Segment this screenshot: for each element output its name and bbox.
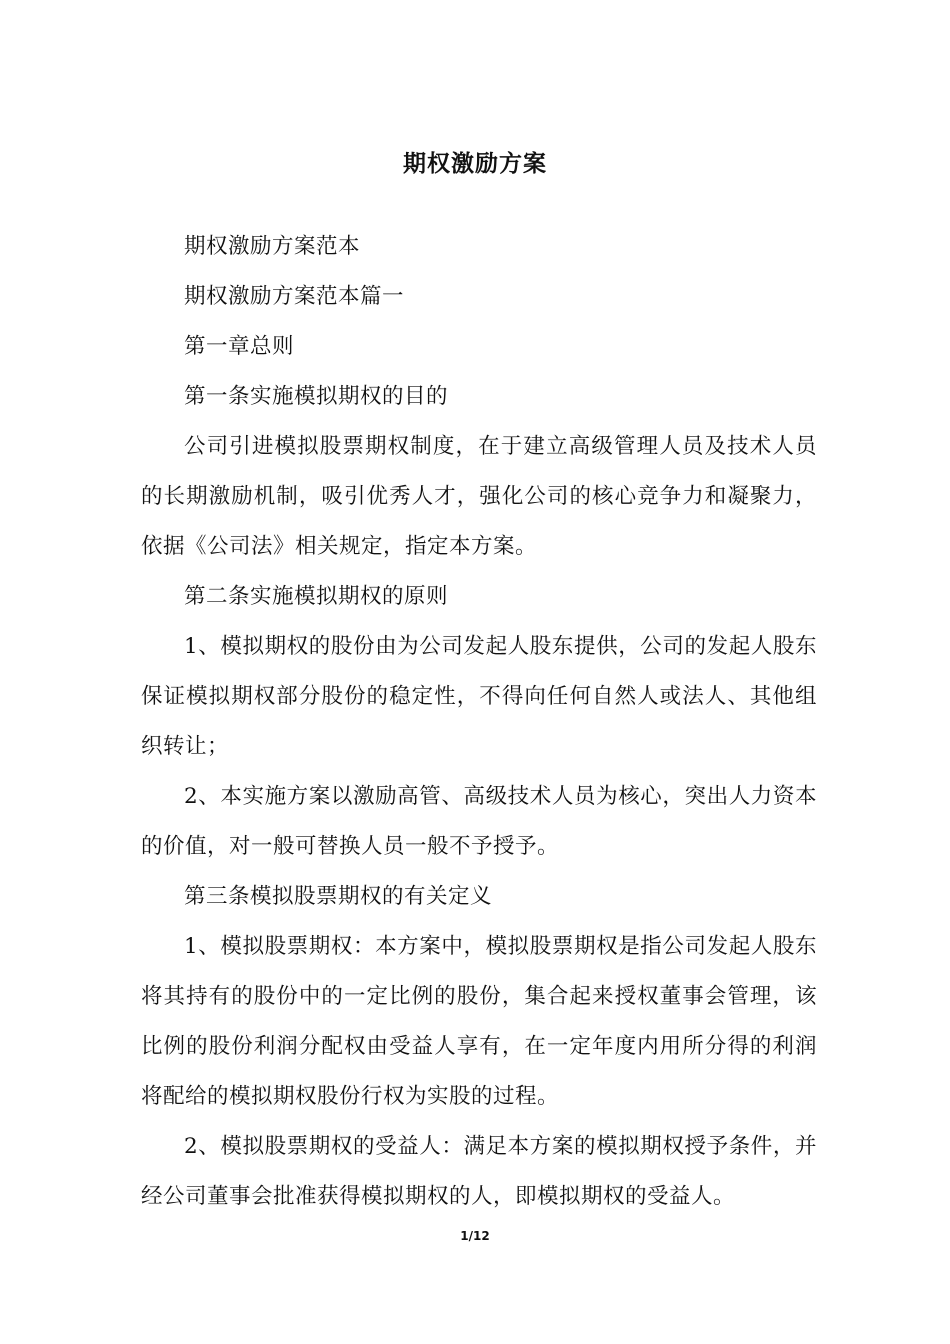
paragraph: 期权激励方案范本篇一 bbox=[184, 284, 405, 309]
document-title: 期权激励方案 bbox=[403, 151, 547, 177]
paragraph: 第一条实施模拟期权的目的 bbox=[184, 384, 449, 409]
paragraph: 1、模拟期权的股份由为公司发起人股东提供，公司的发起人股东保证模拟期权部分股份的稳定性，不得向任何自然人或法人、其他组织转让； bbox=[141, 634, 817, 759]
page-number: 1/12 bbox=[460, 1229, 490, 1243]
document-body bbox=[141, 222, 817, 1222]
paragraph: 第一章总则 bbox=[184, 334, 295, 359]
paragraph: 公司引进模拟股票期权制度，在于建立高级管理人员及技术人员的长期激励机制，吸引优秀人才，强化公司的核心竞争力和凝聚力，依据《公司法》相关规定，指定本方案。 bbox=[141, 434, 817, 559]
paragraph: 1、模拟股票期权：本方案中，模拟股票期权是指公司发起人股东将其持有的股份中的一定比例的股份，集合起来授权董事会管理，该比例的股份利润分配权由受益人享有，在一定年度内用所分得的利润将配给的模拟期权股份行权为实股的过程。 bbox=[141, 934, 817, 1109]
paragraph: 2、模拟股票期权的受益人：满足本方案的模拟期权授予条件，并经公司董事会批准获得模拟期权的人，即模拟期权的受益人。 bbox=[141, 1134, 817, 1209]
paragraph: 期权激励方案范本 bbox=[184, 234, 361, 259]
paragraph: 2、本实施方案以激励高管、高级技术人员为核心，突出人力资本的价值，对一般可替换人员一般不予授予。 bbox=[141, 784, 817, 859]
paragraph: 第二条实施模拟期权的原则 bbox=[184, 584, 449, 609]
paragraph: 第三条模拟股票期权的有关定义 bbox=[184, 884, 493, 909]
